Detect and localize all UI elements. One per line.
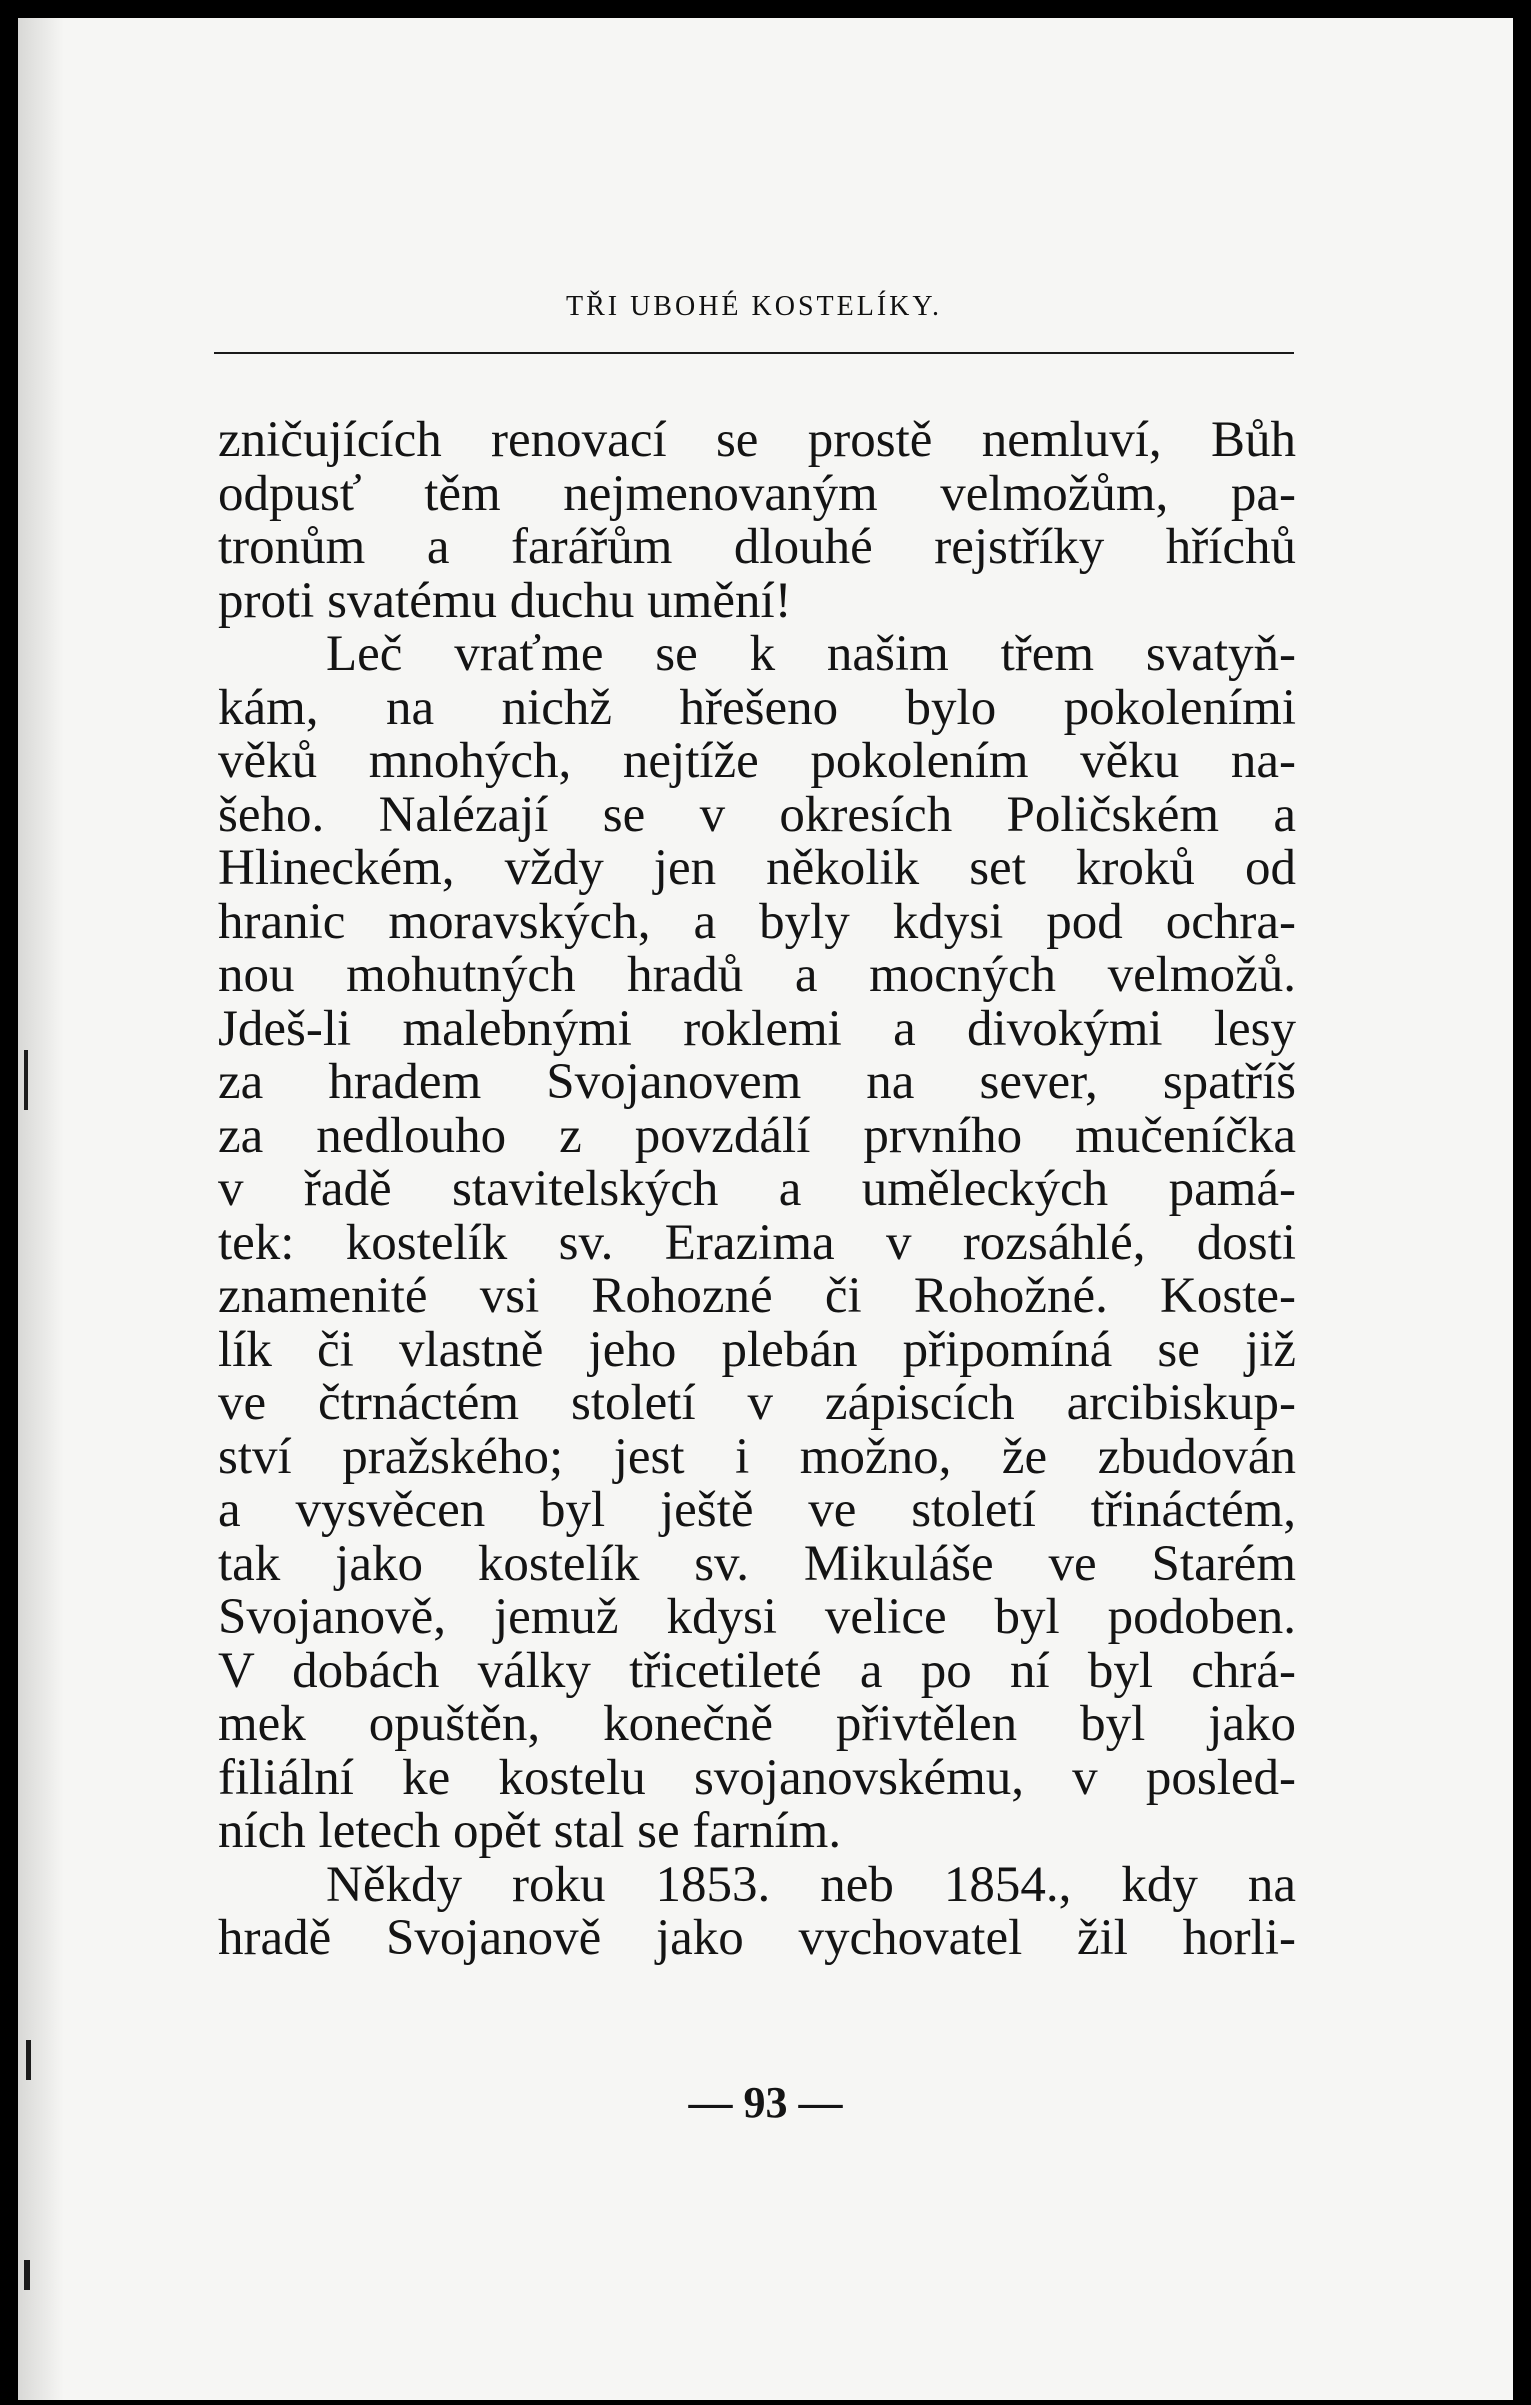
text-line: V dobách války třicetileté a po ní byl chrá- (218, 1642, 1296, 1699)
text-line: Hlineckém, vždy jen několik set kroků od (218, 840, 1296, 896)
text-line: a vysvěcen byl ještě ve století třináctém, (218, 1482, 1296, 1538)
header-rule (214, 352, 1294, 354)
text-line: tek: kostelík sv. Erazima v rozsáhlé, dosti (218, 1214, 1296, 1271)
scan-speck (24, 2260, 30, 2290)
text-line: Svojanově, jemuž kdysi velice byl podoben. (218, 1589, 1296, 1645)
text-line: filiální ke kostelu svojanovskému, v posled- (218, 1749, 1296, 1806)
text-line: lík či vlastně jeho plebán připomíná se již (218, 1321, 1296, 1378)
text-line: zničujících renovací se prostě nemluví, Bůh (218, 412, 1296, 468)
text-line: Jdeš-li malebnými roklemi a divokými lesy (218, 1000, 1296, 1057)
text-line: znamenité vsi Rohozné či Rohožné. Koste- (218, 1268, 1296, 1324)
text-line: hranic moravských, a byly kdysi pod ochra- (218, 893, 1296, 950)
text-line: ních letech opět stal se farním. (218, 1803, 842, 1859)
body-text (218, 414, 1296, 1966)
text-line: Někdy roku 1853. neb 1854., kdy na (326, 1856, 1296, 1913)
text-line: proti svatému duchu umění! (218, 572, 792, 629)
scan-speck (26, 2040, 31, 2080)
gutter-shadow (18, 18, 64, 2400)
text-line: ství pražského; jest i možno, že zbudován (218, 1428, 1296, 1485)
text-line: šeho. Nalézají se v okresích Poličském a (218, 786, 1296, 843)
text-line: hradě Svojanově jako vychovatel žil horli- (218, 1910, 1296, 1966)
text-line: věků mnohých, nejtíže pokolením věku na- (218, 733, 1296, 789)
text-line: v řadě stavitelských a uměleckých pamá- (218, 1161, 1296, 1217)
text-line: Leč vraťme se k našim třem svatyň- (326, 626, 1296, 682)
text-line: odpusť těm nejmenovaným velmožům, pa- (218, 465, 1296, 522)
text-line: mek opuštěn, konečně přivtělen byl jako (218, 1696, 1296, 1752)
text-line: za hradem Svojanovem na sever, spatříš (218, 1054, 1296, 1110)
text-line: kám, na nichž hřešeno bylo pokoleními (218, 679, 1296, 736)
text-line: tak jako kostelík sv. Mikuláše ve Starém (218, 1535, 1296, 1592)
scan-speck (24, 1050, 28, 1110)
text-line: tronům a farářům dlouhé rejstříky hříchů (218, 519, 1296, 575)
text-line: za nedlouho z povzdálí prvního mučeníčka (218, 1107, 1296, 1164)
running-head: TŘI UBOHÉ KOSTELÍKY. (565, 291, 943, 322)
text-line: nou mohutných hradů a mocných velmožů. (218, 947, 1296, 1003)
text-line: ve čtrnáctém století v zápiscích arcibiskup- (218, 1375, 1296, 1431)
page-number: — 93 — (688, 2078, 843, 2127)
